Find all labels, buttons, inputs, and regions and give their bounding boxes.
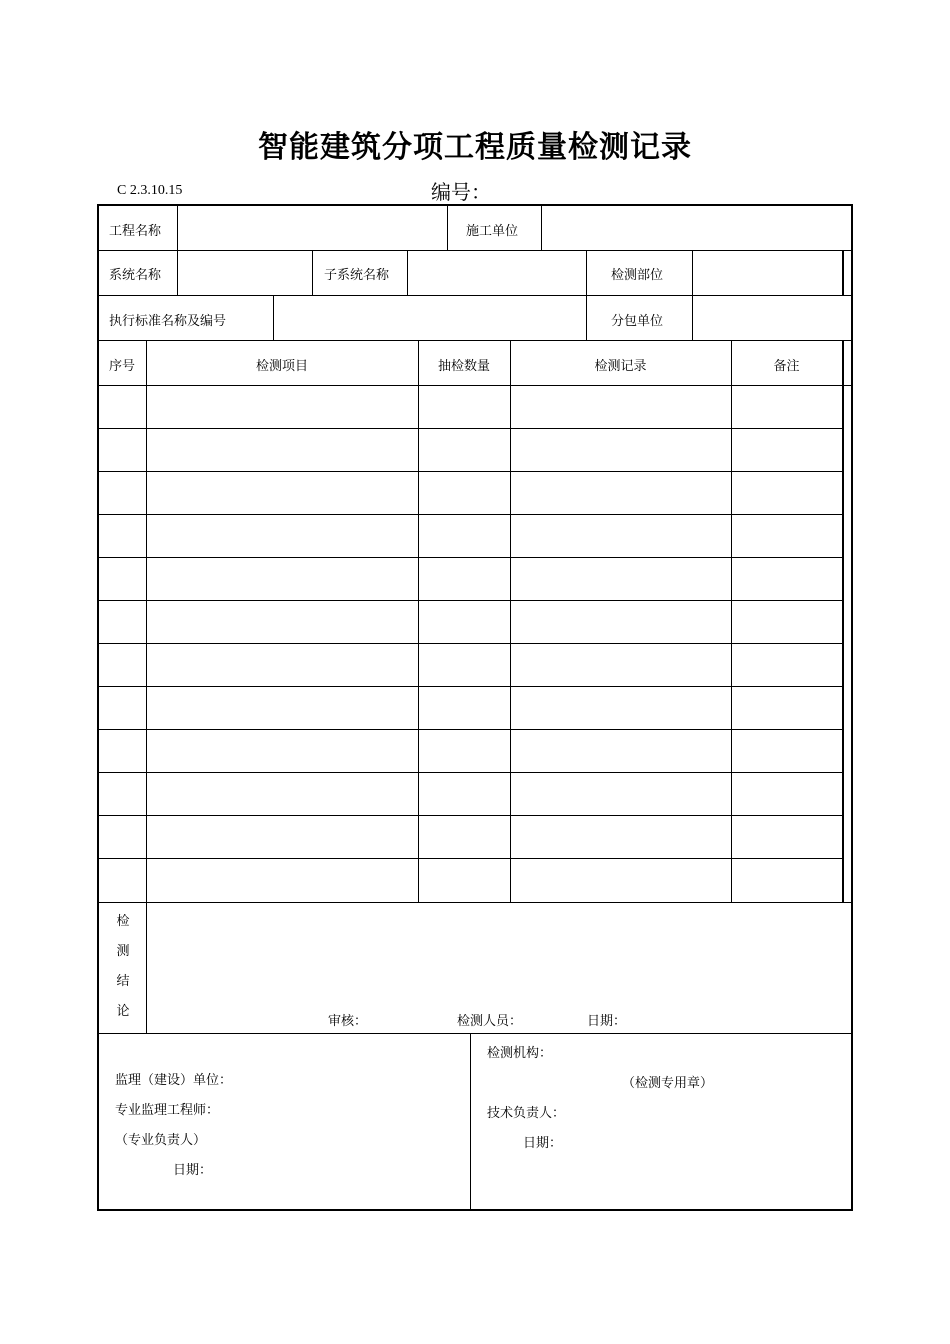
col-header-test-record: 检测记录: [594, 359, 647, 374]
subsystem-name-label: 子系统名称: [324, 268, 390, 283]
col-header-sample-qty: 抽检数量: [437, 359, 490, 374]
conclusion-char: 结: [116, 974, 130, 989]
conclusion-date-label: 日期：: [587, 1014, 627, 1029]
testing-agency-label: 检测机构：: [487, 1046, 553, 1061]
page-title: 智能建筑分项工程质量检测记录: [258, 130, 692, 165]
supervision-responsible-label: （专业负责人）: [115, 1133, 207, 1148]
reviewer-label: 审核：: [328, 1014, 368, 1029]
standard-label: 执行标准名称及编号: [109, 314, 227, 329]
test-location-label: 检测部位: [611, 268, 664, 283]
testing-date-label: 日期：: [523, 1136, 563, 1151]
form-code: C 2.3.10.15: [117, 183, 183, 198]
conclusion-label: [113, 907, 133, 1027]
tech-lead-label: 技术负责人：: [487, 1106, 566, 1121]
col-header-remarks: 备注: [773, 359, 800, 374]
subcontractor-label: 分包单位: [611, 314, 664, 329]
conclusion-char: 测: [116, 944, 130, 959]
inspector-label: 检测人员：: [457, 1014, 523, 1029]
conclusion-char: 检: [116, 914, 130, 929]
project-name-label: 工程名称: [109, 224, 162, 239]
supervision-unit-label: 监理（建设）单位：: [115, 1073, 233, 1088]
col-header-serial: 序号: [109, 359, 136, 374]
supervision-engineer-label: 专业监理工程师：: [115, 1103, 220, 1118]
inspection-form: [97, 204, 853, 1211]
number-label: 编号：: [431, 180, 491, 204]
construction-unit-label: 施工单位: [466, 224, 519, 239]
testing-seal-label: （检测专用章）: [622, 1076, 714, 1091]
col-header-test-item: 检测项目: [255, 359, 308, 374]
conclusion-char: 论: [116, 1004, 130, 1019]
system-name-label: 系统名称: [109, 268, 162, 283]
supervision-date-label: 日期：: [173, 1163, 213, 1178]
